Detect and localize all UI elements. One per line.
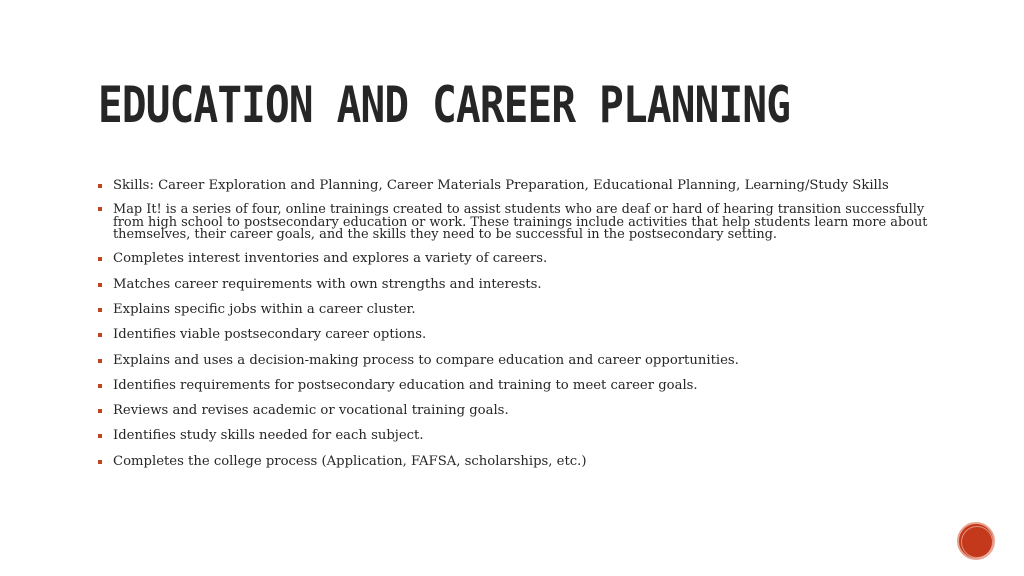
bullet-text: Explains and uses a decision-making process to compare education and career opportunities.: [113, 352, 739, 368]
bullet-text: Explains specific jobs within a career cluster.: [113, 301, 416, 317]
slide-number-badge: [957, 522, 995, 560]
bullet-item: [98, 327, 928, 343]
bullet-text: Identifies study skills needed for each subject.: [113, 428, 424, 444]
bullet-list: [98, 178, 928, 479]
bullet-text: Completes interest inventories and explores a variety of careers.: [113, 251, 548, 267]
bullet-text: Completes the college process (Application, FAFSA, scholarships, etc.): [113, 453, 587, 469]
square-bullet-icon: [98, 257, 102, 261]
badge-ring-icon: [961, 526, 993, 558]
bullet-text: Reviews and revises academic or vocational training goals.: [113, 403, 509, 419]
bullet-item: [98, 251, 928, 267]
bullet-item: [98, 428, 928, 444]
slide-title: EDUCATION AND CAREER PLANNING: [98, 76, 791, 134]
bullet-item: [98, 203, 928, 242]
bullet-item: [98, 277, 928, 293]
square-bullet-icon: [98, 184, 102, 188]
square-bullet-icon: [98, 384, 102, 388]
square-bullet-icon: [98, 359, 102, 363]
bullet-text: Identifies requirements for postsecondary education and training to meet career goals.: [113, 377, 698, 393]
bullet-item: [98, 302, 928, 318]
bullet-item: [98, 454, 928, 470]
square-bullet-icon: [98, 308, 102, 312]
bullet-item: [98, 178, 928, 194]
square-bullet-icon: [98, 434, 102, 438]
bullet-item: [98, 403, 928, 419]
bullet-item: [98, 378, 928, 394]
bullet-text: Skills: Career Exploration and Planning, Career Materials Preparation, Educational Planning, Learning/Study Skills: [113, 178, 889, 193]
bullet-text: Matches career requirements with own strengths and interests.: [113, 276, 542, 292]
square-bullet-icon: [98, 283, 102, 287]
bullet-text: Map It! is a series of four, online trainings created to assist students who are deaf or hard of hearing transition successfully from high school to postsecondary education or work. These trainings include activities that help students learn more about themselves, their career goals, and the skills they need to be successful in the postsecondary setting.: [113, 202, 928, 243]
square-bullet-icon: [98, 409, 102, 413]
bullet-item: [98, 353, 928, 369]
square-bullet-icon: [98, 333, 102, 337]
bullet-text: Identifies viable postsecondary career options.: [113, 327, 427, 343]
square-bullet-icon: [98, 460, 102, 464]
square-bullet-icon: [98, 207, 102, 211]
